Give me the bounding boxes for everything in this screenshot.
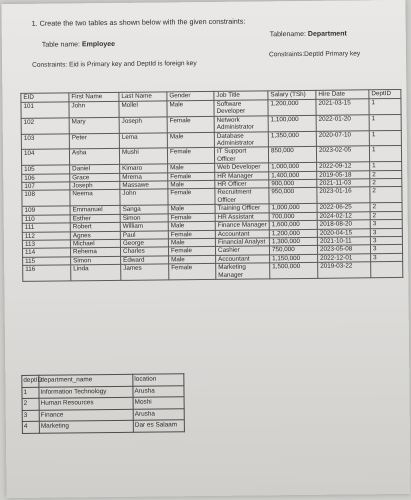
cell-hire-date: 2021-10-11 — [317, 237, 370, 246]
cell-job-title: IT Support Officer — [214, 147, 268, 163]
cell-deptid: 2 — [370, 170, 402, 179]
cell-hire-date: 2022-06-25 — [317, 203, 370, 212]
department-table-name — [270, 31, 347, 39]
cell-last-name: Paul — [120, 230, 168, 239]
cell-job-title: HR Assistant — [215, 213, 269, 222]
cell-first-name: Neema — [70, 190, 120, 206]
cell-gender: Male — [167, 100, 214, 116]
cell-job-title: Marketing Manager — [216, 263, 270, 279]
cell-hire-date: 2020-04-15 — [317, 228, 370, 237]
document-page — [1, 0, 410, 498]
instruction-text: 1. Create the two tables as shown below with the given constraints: — [31, 16, 246, 28]
department-constraints: Constraints:DeptId Primary key — [268, 50, 361, 59]
cell-last-name: Mrema — [120, 173, 168, 182]
cell-deptid: 3 — [22, 410, 39, 422]
cell-last-name: Kimaro — [120, 164, 168, 173]
cell-salary: 700,000 — [269, 212, 317, 221]
col-header-salary: Salary (TSh) — [268, 90, 316, 100]
cell-salary: 750,000 — [269, 246, 317, 255]
cell-location: Moshi — [133, 397, 184, 409]
cell-first-name: Linda — [71, 265, 121, 281]
cell-last-name: Lema — [119, 133, 167, 149]
cell-job-title: HR Officer — [215, 180, 269, 189]
cell-eid: 115 — [23, 257, 71, 266]
cell-gender: Female — [168, 189, 215, 205]
employee-table — [20, 89, 403, 282]
cell-salary: 1,500,000 — [270, 262, 318, 278]
cell-last-name: Sanga — [120, 205, 168, 214]
cell-job-title: Accountant — [215, 229, 269, 238]
employee-name: Employee — [81, 40, 116, 49]
cell-job-title: Accountant — [216, 255, 270, 264]
table-row — [23, 262, 403, 282]
col-header-gender: Gender — [167, 91, 214, 100]
cell-first-name: Asha — [69, 149, 119, 165]
cell-deptid: 1 — [369, 114, 401, 130]
cell-first-name: Robert — [70, 222, 120, 231]
cell-hire-date: 2020-07-10 — [316, 130, 369, 146]
cell-gender: Female — [169, 264, 216, 280]
cell-job-title: Database Administrator — [214, 131, 268, 147]
cell-salary: 900,000 — [269, 179, 317, 188]
cell-hire-date: 2022-01-20 — [316, 115, 369, 131]
cell-gender: Male — [169, 255, 216, 264]
cell-salary: 1,000,000 — [269, 163, 317, 172]
cell-deptid: 1 — [369, 146, 401, 162]
cell-gender: Female — [168, 172, 215, 181]
cell-location: Arusha — [133, 408, 184, 420]
cell-hire-date: 2024-02-12 — [317, 211, 370, 220]
cell-eid: 101 — [21, 102, 69, 118]
cell-salary: 1,100,000 — [268, 115, 316, 131]
cell-salary: 1,150,000 — [270, 254, 318, 263]
employee-table-name — [42, 41, 115, 49]
cell-last-name: Simon — [120, 214, 168, 223]
cell-department-name: Marketing — [39, 420, 133, 432]
cell-job-title: HR Manager — [215, 171, 269, 180]
col-header-eid: EID — [21, 93, 69, 103]
cell-location: Arusha — [133, 385, 184, 397]
cell-deptid — [371, 262, 403, 278]
cell-department-name: Information Technology — [39, 386, 133, 398]
cell-deptid: 3 — [370, 236, 402, 245]
cell-eid: 103 — [21, 134, 69, 150]
cell-eid: 114 — [22, 248, 70, 257]
cell-gender: Male — [168, 180, 215, 189]
cell-eid: 105 — [22, 165, 70, 174]
cell-gender: Male — [167, 132, 214, 148]
cell-deptid: 1 — [22, 387, 39, 399]
cell-deptid: 1 — [370, 162, 402, 171]
cell-eid: 110 — [22, 215, 70, 224]
cell-gender: Female — [168, 247, 215, 256]
cell-first-name: Joseph — [70, 181, 120, 190]
cell-eid: 104 — [21, 149, 69, 165]
cell-first-name: Esther — [70, 214, 120, 223]
cell-salary: 1,350,000 — [268, 131, 316, 147]
employee-constraints: Constraints: Eid is Primary key and DeptId is foreign key — [32, 60, 197, 69]
cell-salary: 1,200,000 — [268, 99, 316, 115]
col-header-first-name: First Name — [69, 92, 119, 102]
cell-salary: 1,600,000 — [269, 220, 317, 229]
cell-first-name: Rehema — [70, 248, 120, 257]
cell-last-name: Mollel — [119, 101, 167, 117]
cell-department-name: Finance — [39, 409, 133, 421]
cell-hire-date: 2022-09-12 — [317, 162, 370, 171]
cell-deptid: 2 — [370, 203, 402, 212]
cell-first-name: Daniel — [70, 165, 120, 174]
cell-last-name: James — [121, 264, 169, 280]
cell-hire-date: 2021-11-03 — [317, 179, 370, 188]
cell-salary: 1,400,000 — [269, 171, 317, 180]
cell-job-title: Recruitment Officer — [215, 188, 269, 204]
cell-deptid: 3 — [370, 228, 402, 237]
cell-job-title: Finance Manager — [215, 221, 269, 230]
cell-deptid: 2 — [22, 398, 39, 410]
cell-salary: 850,000 — [268, 147, 316, 163]
cell-deptid: 4 — [22, 421, 39, 433]
col-header-location: location — [133, 374, 184, 386]
cell-last-name: Edward — [121, 256, 169, 265]
table-row — [22, 420, 184, 433]
cell-eid: 109 — [22, 206, 70, 215]
cell-deptid: 2 — [370, 187, 402, 203]
cell-first-name: Simon — [71, 256, 121, 265]
cell-last-name: John — [120, 189, 168, 205]
cell-gender: Male — [168, 221, 215, 230]
cell-first-name: Mary — [69, 117, 119, 133]
cell-eid: 112 — [22, 231, 70, 240]
cell-eid: 106 — [22, 174, 70, 183]
cell-last-name: George — [120, 239, 168, 248]
employee-name-prefix: Table name: — [41, 41, 82, 49]
cell-job-title: Training Officer — [215, 204, 269, 213]
cell-eid: 113 — [22, 240, 70, 249]
cell-salary: 950,000 — [269, 188, 317, 204]
cell-first-name: Agnes — [70, 231, 120, 240]
cell-first-name: Emmanuel — [70, 206, 120, 215]
cell-deptid: 2 — [370, 179, 402, 188]
cell-job-title: Web Developer — [215, 163, 269, 172]
cell-hire-date: 2021-03-15 — [316, 99, 369, 115]
cell-eid: 111 — [22, 223, 70, 232]
cell-first-name: Peter — [69, 133, 119, 149]
cell-salary: 1,200,000 — [269, 229, 317, 238]
cell-job-title: Network Administrator — [214, 116, 268, 132]
cell-job-title: Financial Analyst — [215, 238, 269, 247]
cell-last-name: Charles — [120, 247, 168, 256]
cell-last-name: William — [120, 222, 168, 231]
col-header-job-title: Job Title — [214, 91, 268, 101]
cell-hire-date: 2023-02-05 — [316, 146, 369, 162]
department-name: Department — [307, 30, 347, 38]
cell-last-name: Mushi — [119, 148, 167, 164]
cell-gender: Male — [168, 164, 215, 173]
cell-gender: Female — [168, 213, 215, 222]
cell-hire-date: 2019-05-18 — [317, 170, 370, 179]
cell-salary: 1,300,000 — [269, 237, 317, 246]
cell-hire-date: 2019-03-22 — [318, 262, 371, 278]
employee-table-body — [21, 98, 403, 281]
cell-first-name: Michael — [70, 239, 120, 248]
cell-eid: 102 — [21, 118, 69, 134]
cell-hire-date: 2018-08-20 — [317, 220, 370, 229]
department-name-prefix: Tablename: — [269, 30, 308, 39]
cell-gender: Male — [168, 238, 215, 247]
col-header-hire-date: Hire Date — [316, 90, 369, 100]
cell-deptid: 1 — [369, 130, 401, 146]
cell-deptid: 2 — [370, 211, 402, 220]
cell-location: Dar es Salaam — [133, 420, 184, 432]
department-table-body — [22, 385, 184, 433]
cell-eid: 107 — [22, 182, 70, 191]
cell-gender: Female — [167, 116, 214, 132]
cell-last-name: Massawe — [120, 181, 168, 190]
cell-hire-date: 2023-05-08 — [317, 245, 370, 254]
cell-last-name: Joseph — [119, 117, 167, 133]
col-header-deptid: deptID — [22, 375, 39, 387]
cell-department-name: Human Resources — [39, 397, 133, 409]
cell-first-name: John — [69, 101, 119, 117]
cell-hire-date: 2022-12-01 — [318, 253, 371, 262]
cell-deptid: 1 — [369, 98, 401, 114]
cell-gender: Female — [167, 148, 214, 164]
cell-eid: 116 — [23, 265, 71, 281]
department-table — [21, 373, 185, 433]
cell-eid: 108 — [22, 190, 70, 206]
cell-first-name: Grace — [70, 173, 120, 182]
cell-gender: Male — [168, 205, 215, 214]
cell-job-title: Software Developer — [214, 100, 268, 116]
col-header-deptid: DeptID — [369, 89, 401, 98]
cell-hire-date: 2023-01-16 — [317, 187, 370, 203]
cell-deptid: 3 — [370, 245, 402, 254]
col-header-last-name: Last Name — [119, 92, 167, 102]
cell-salary: 1,000,000 — [269, 204, 317, 213]
cell-deptid: 3 — [371, 253, 403, 262]
col-header-department-name: department_name — [39, 374, 133, 386]
cell-gender: Female — [168, 230, 215, 239]
cell-job-title: Cashier — [215, 246, 269, 255]
cell-deptid: 3 — [370, 220, 402, 229]
